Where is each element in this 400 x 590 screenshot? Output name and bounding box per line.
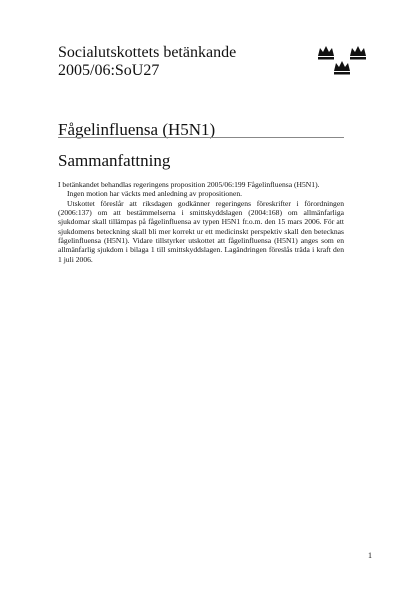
paragraph-2: Ingen motion har väckts med anledning av propositionen.: [67, 189, 243, 199]
paragraph-3: Utskottet föreslår att riksdagen godkänner regeringens föreskrifter i förordningen (2006:137) om att bestämmelserna i smittskyddslagen (2004:168) om allmänfarliga sjukdomar skall tillämpas på fågelinfluensa av typen H5N1 fr.o.m. den 15 mars 2006. För att sjukdomens beteckning skall bli mer korrekt ur ett medicinskt perspektiv skall den betecknas fågelinfluensa (H5N1). Vidare tillstyrker utskottet att fågelinfluensa (H5N1) anges som en allmänfarlig sjukdom i bilaga 1 till smittskyddslagen. Lagändringen föreslås träda i kraft den 1 juli 2006.: [58, 198, 344, 264]
document-title: Fågelinfluensa (H5N1): [58, 120, 216, 139]
section-heading: Sammanfattning: [58, 151, 171, 170]
three-crowns-logo-icon: [316, 44, 370, 76]
summary-body: [58, 180, 344, 264]
paragraph-1: I betänkandet behandlas regeringens proposition 2005/06:199 Fågelinfluensa (H5N1).: [58, 180, 320, 189]
report-id: 2005/06:SoU27: [58, 62, 160, 79]
page-number: 1: [368, 551, 372, 560]
title-divider: [58, 137, 344, 138]
document-header: [58, 44, 236, 80]
committee-name: Socialutskottets betänkande: [58, 44, 237, 61]
